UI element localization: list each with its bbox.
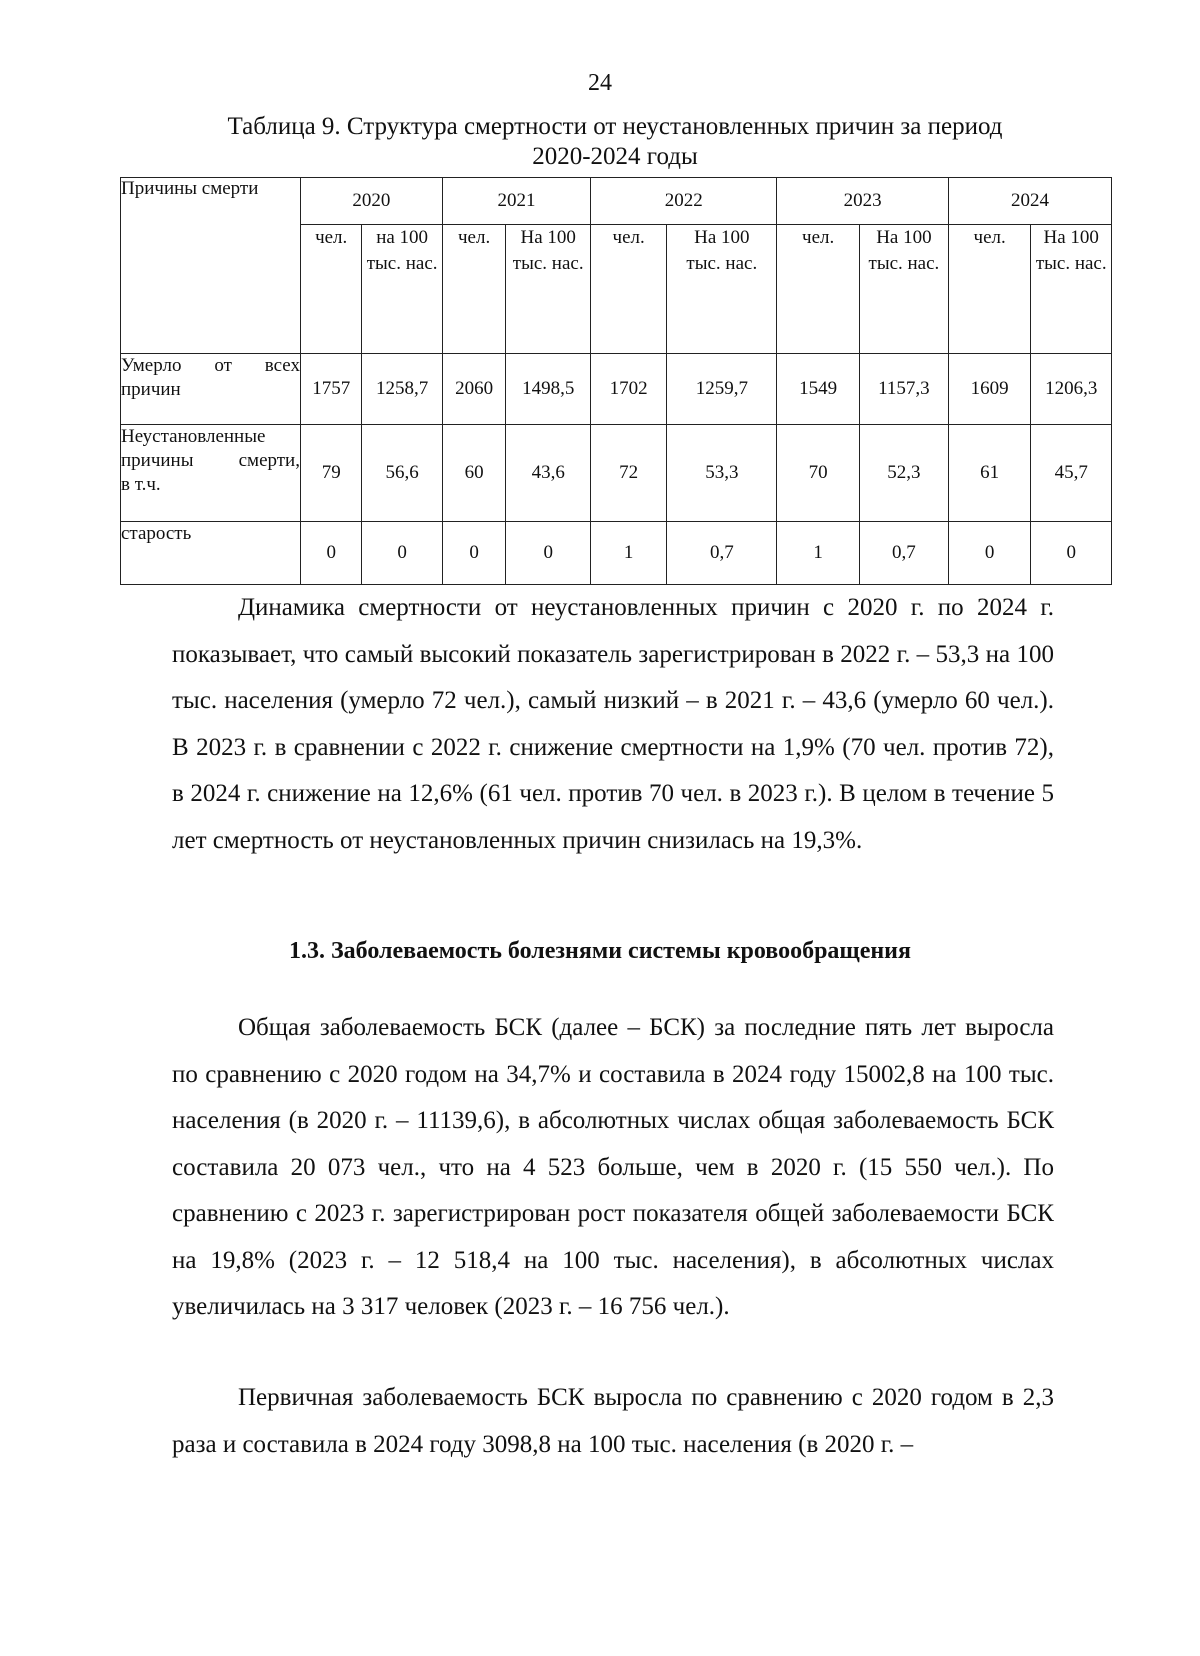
table-cell: 1 xyxy=(591,522,667,585)
paragraph-mortality-dynamics: Динамика смертности от неустановленных причин с 2020 г. по 2024 г. показывает, что самый высокий показатель зарегистрирован в 2022 г. – 53,3 на 100 тыс. населения (умерло 72 чел.), самый низкий – в 2021 г. – 43,6 (умерло 60 чел.). В 2023 г. в сравнении с 2022 г. снижение смертности на 1,9% (70 чел. против 72), в 2024 г. снижение на 12,6% (61 чел. против 70 чел. в 2023 г.). В целом в течение 5 лет смертность от неустановленных причин снизилась на 19,3%. xyxy=(172,594,1054,854)
table-cell: 60 xyxy=(442,425,506,522)
row-label-line: причин xyxy=(121,379,181,400)
table-cell: 72 xyxy=(591,425,667,522)
subheader-rate: На 100 тыс. нас. xyxy=(506,225,591,354)
table-header-row xyxy=(121,178,1112,225)
page-number: 24 xyxy=(588,70,612,96)
row-label-line: причины смерти, xyxy=(121,450,300,471)
row-label xyxy=(121,522,301,585)
table-cell: 1259,7 xyxy=(667,354,777,425)
header-year-2024: 2024 xyxy=(948,178,1111,225)
table-cell: 0 xyxy=(1031,522,1112,585)
row-label xyxy=(121,354,301,425)
header-year-2021: 2021 xyxy=(442,178,590,225)
table-cell: 53,3 xyxy=(667,425,777,522)
subheader-rate: На 100 тыс. нас. xyxy=(1031,225,1112,354)
subheader-rate: на 100 тыс. нас. xyxy=(362,225,442,354)
table-cell: 61 xyxy=(948,425,1031,522)
subheader-count: чел. xyxy=(300,225,361,354)
row-label-line: Неустановленные xyxy=(121,426,266,447)
row-label-line: в т.ч. xyxy=(121,474,161,495)
table-cell: 70 xyxy=(777,425,860,522)
mortality-table xyxy=(120,177,1112,585)
table-cell: 0 xyxy=(948,522,1031,585)
table-cell: 0 xyxy=(442,522,506,585)
table-cell: 52,3 xyxy=(859,425,948,522)
section-heading: 1.3. Заболеваемость болезнями системы кровообращения xyxy=(289,938,911,964)
table-cell: 0 xyxy=(506,522,591,585)
table-cell: 1258,7 xyxy=(362,354,442,425)
row-label-line: Умерло от всех xyxy=(121,355,300,376)
table-caption-line2: 2020-2024 годы xyxy=(532,143,698,170)
table-cell: 1609 xyxy=(948,354,1031,425)
table-cell: 1206,3 xyxy=(1031,354,1112,425)
table-cell: 56,6 xyxy=(362,425,442,522)
table-cell: 1 xyxy=(777,522,860,585)
table-cell: 0 xyxy=(300,522,361,585)
subheader-count: чел. xyxy=(591,225,667,354)
table-cell: 1702 xyxy=(591,354,667,425)
row-label-line: старость xyxy=(121,523,192,544)
header-year-2020: 2020 xyxy=(300,178,442,225)
table-cell: 1498,5 xyxy=(506,354,591,425)
table-cell: 1549 xyxy=(777,354,860,425)
header-year-2022: 2022 xyxy=(591,178,777,225)
subheader-rate: На 100 тыс. нас. xyxy=(667,225,777,354)
table-cell: 0,7 xyxy=(667,522,777,585)
header-year-2023: 2023 xyxy=(777,178,949,225)
subheader-count: чел. xyxy=(948,225,1031,354)
table-cell: 1157,3 xyxy=(859,354,948,425)
paragraph-total-incidence: Общая заболеваемость БСК (далее – БСК) за последние пять лет выросла по сравнению с 2020 годом на 34,7% и составила в 2024 году 15002,8 на 100 тыс. населения (в 2020 г. – 11139,6), в абсолютных числах общая заболеваемость БСК составила 20 073 чел., что на 4 523 больше, чем в 2020 г. (15 550 чел.). По сравнению с 2023 г. зарегистрирован рост показателя общей заболеваемости БСК на 19,8% (2023 г. – 12 518,4 на 100 тыс. населения), в абсолютных числах увеличилась на 3 317 человек (2023 г. – 16 756 чел.). xyxy=(172,1014,1054,1320)
table-cell: 43,6 xyxy=(506,425,591,522)
header-cause: Причины смерти xyxy=(121,178,301,354)
table-row xyxy=(121,354,1112,425)
subheader-count: чел. xyxy=(442,225,506,354)
table-cell: 0,7 xyxy=(859,522,948,585)
paragraph-primary-incidence: Первичная заболеваемость БСК выросла по сравнению с 2020 годом в 2,3 раза и составила в 2024 году 3098,8 на 100 тыс. населения (в 2020 г. – xyxy=(172,1384,1054,1458)
table-caption xyxy=(150,112,1080,172)
table-caption-line1: Таблица 9. Структура смертности от неустановленных причин за период xyxy=(227,113,1003,140)
table-cell: 79 xyxy=(300,425,361,522)
subheader-count: чел. xyxy=(777,225,860,354)
row-label xyxy=(121,425,301,522)
table-cell: 2060 xyxy=(442,354,506,425)
table-row xyxy=(121,425,1112,522)
subheader-rate: На 100 тыс. нас. xyxy=(859,225,948,354)
table-cell: 1757 xyxy=(300,354,361,425)
table-cell: 0 xyxy=(362,522,442,585)
table-cell: 45,7 xyxy=(1031,425,1112,522)
table-row xyxy=(121,522,1112,585)
